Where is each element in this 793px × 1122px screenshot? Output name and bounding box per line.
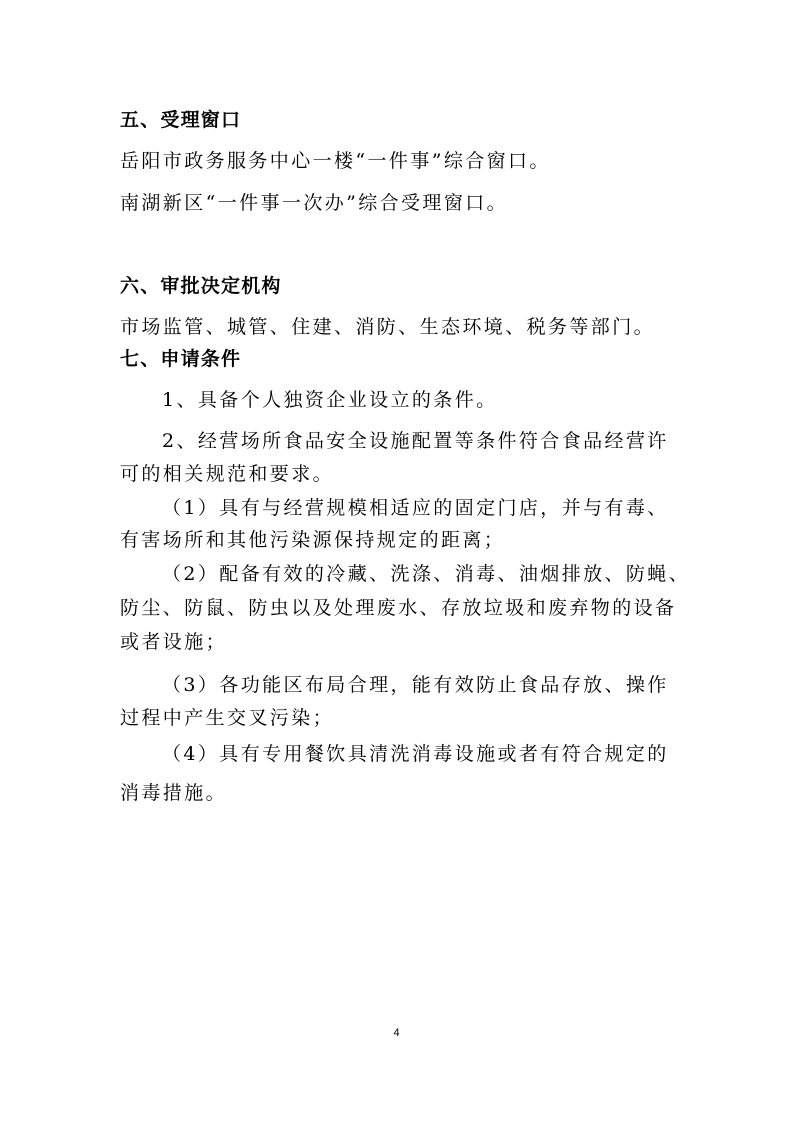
paragraph-line: 过程中产生交叉污染； [120,707,335,729]
paragraph-line: （3）各功能区布局合理，能有效防止食品存放、操作 [162,674,669,696]
paragraph-line: 市场监管、城管、住建、消防、生态环境、税务等部门。 [120,316,656,338]
paragraph-line: 岳阳市政务服务中心一楼“一件事”综合窗口。 [120,150,551,172]
section-heading-approval-authority: 六、审批决定机构 [120,275,282,297]
section-heading-acceptance-window: 五、受理窗口 [120,109,242,131]
paragraph-line: 1、具备个人独资企业设立的条件。 [162,389,498,411]
paragraph-line: （2）配备有效的冷藏、洗涤、消毒、油烟排放、防蝇、 [162,563,691,585]
paragraph-line: 南湖新区“一件事一次办”综合受理窗口。 [120,192,509,214]
paragraph-line: （1）具有与经营规模相适应的固定门店，并与有毒、 [162,497,669,519]
paragraph-line: 可的相关规范和要求。 [120,463,335,485]
paragraph-line: 有害场所和其他污染源保持规定的距离； [120,529,506,551]
paragraph-line: 防尘、防鼠、防虫以及处理废水、存放垃圾和废弃物的设备 [120,597,677,619]
paragraph-line: 消毒措施。 [120,782,228,804]
paragraph-line: 2、经营场所食品安全设施配置等条件符合食品经营许 [162,430,669,452]
page-number: 4 [393,1027,400,1039]
paragraph-line: （4）具有专用餐饮具清洗消毒设施或者有符合规定的 [162,743,669,765]
paragraph-line: 或者设施； [120,631,228,653]
section-heading-application-conditions: 七、申请条件 [120,348,242,370]
